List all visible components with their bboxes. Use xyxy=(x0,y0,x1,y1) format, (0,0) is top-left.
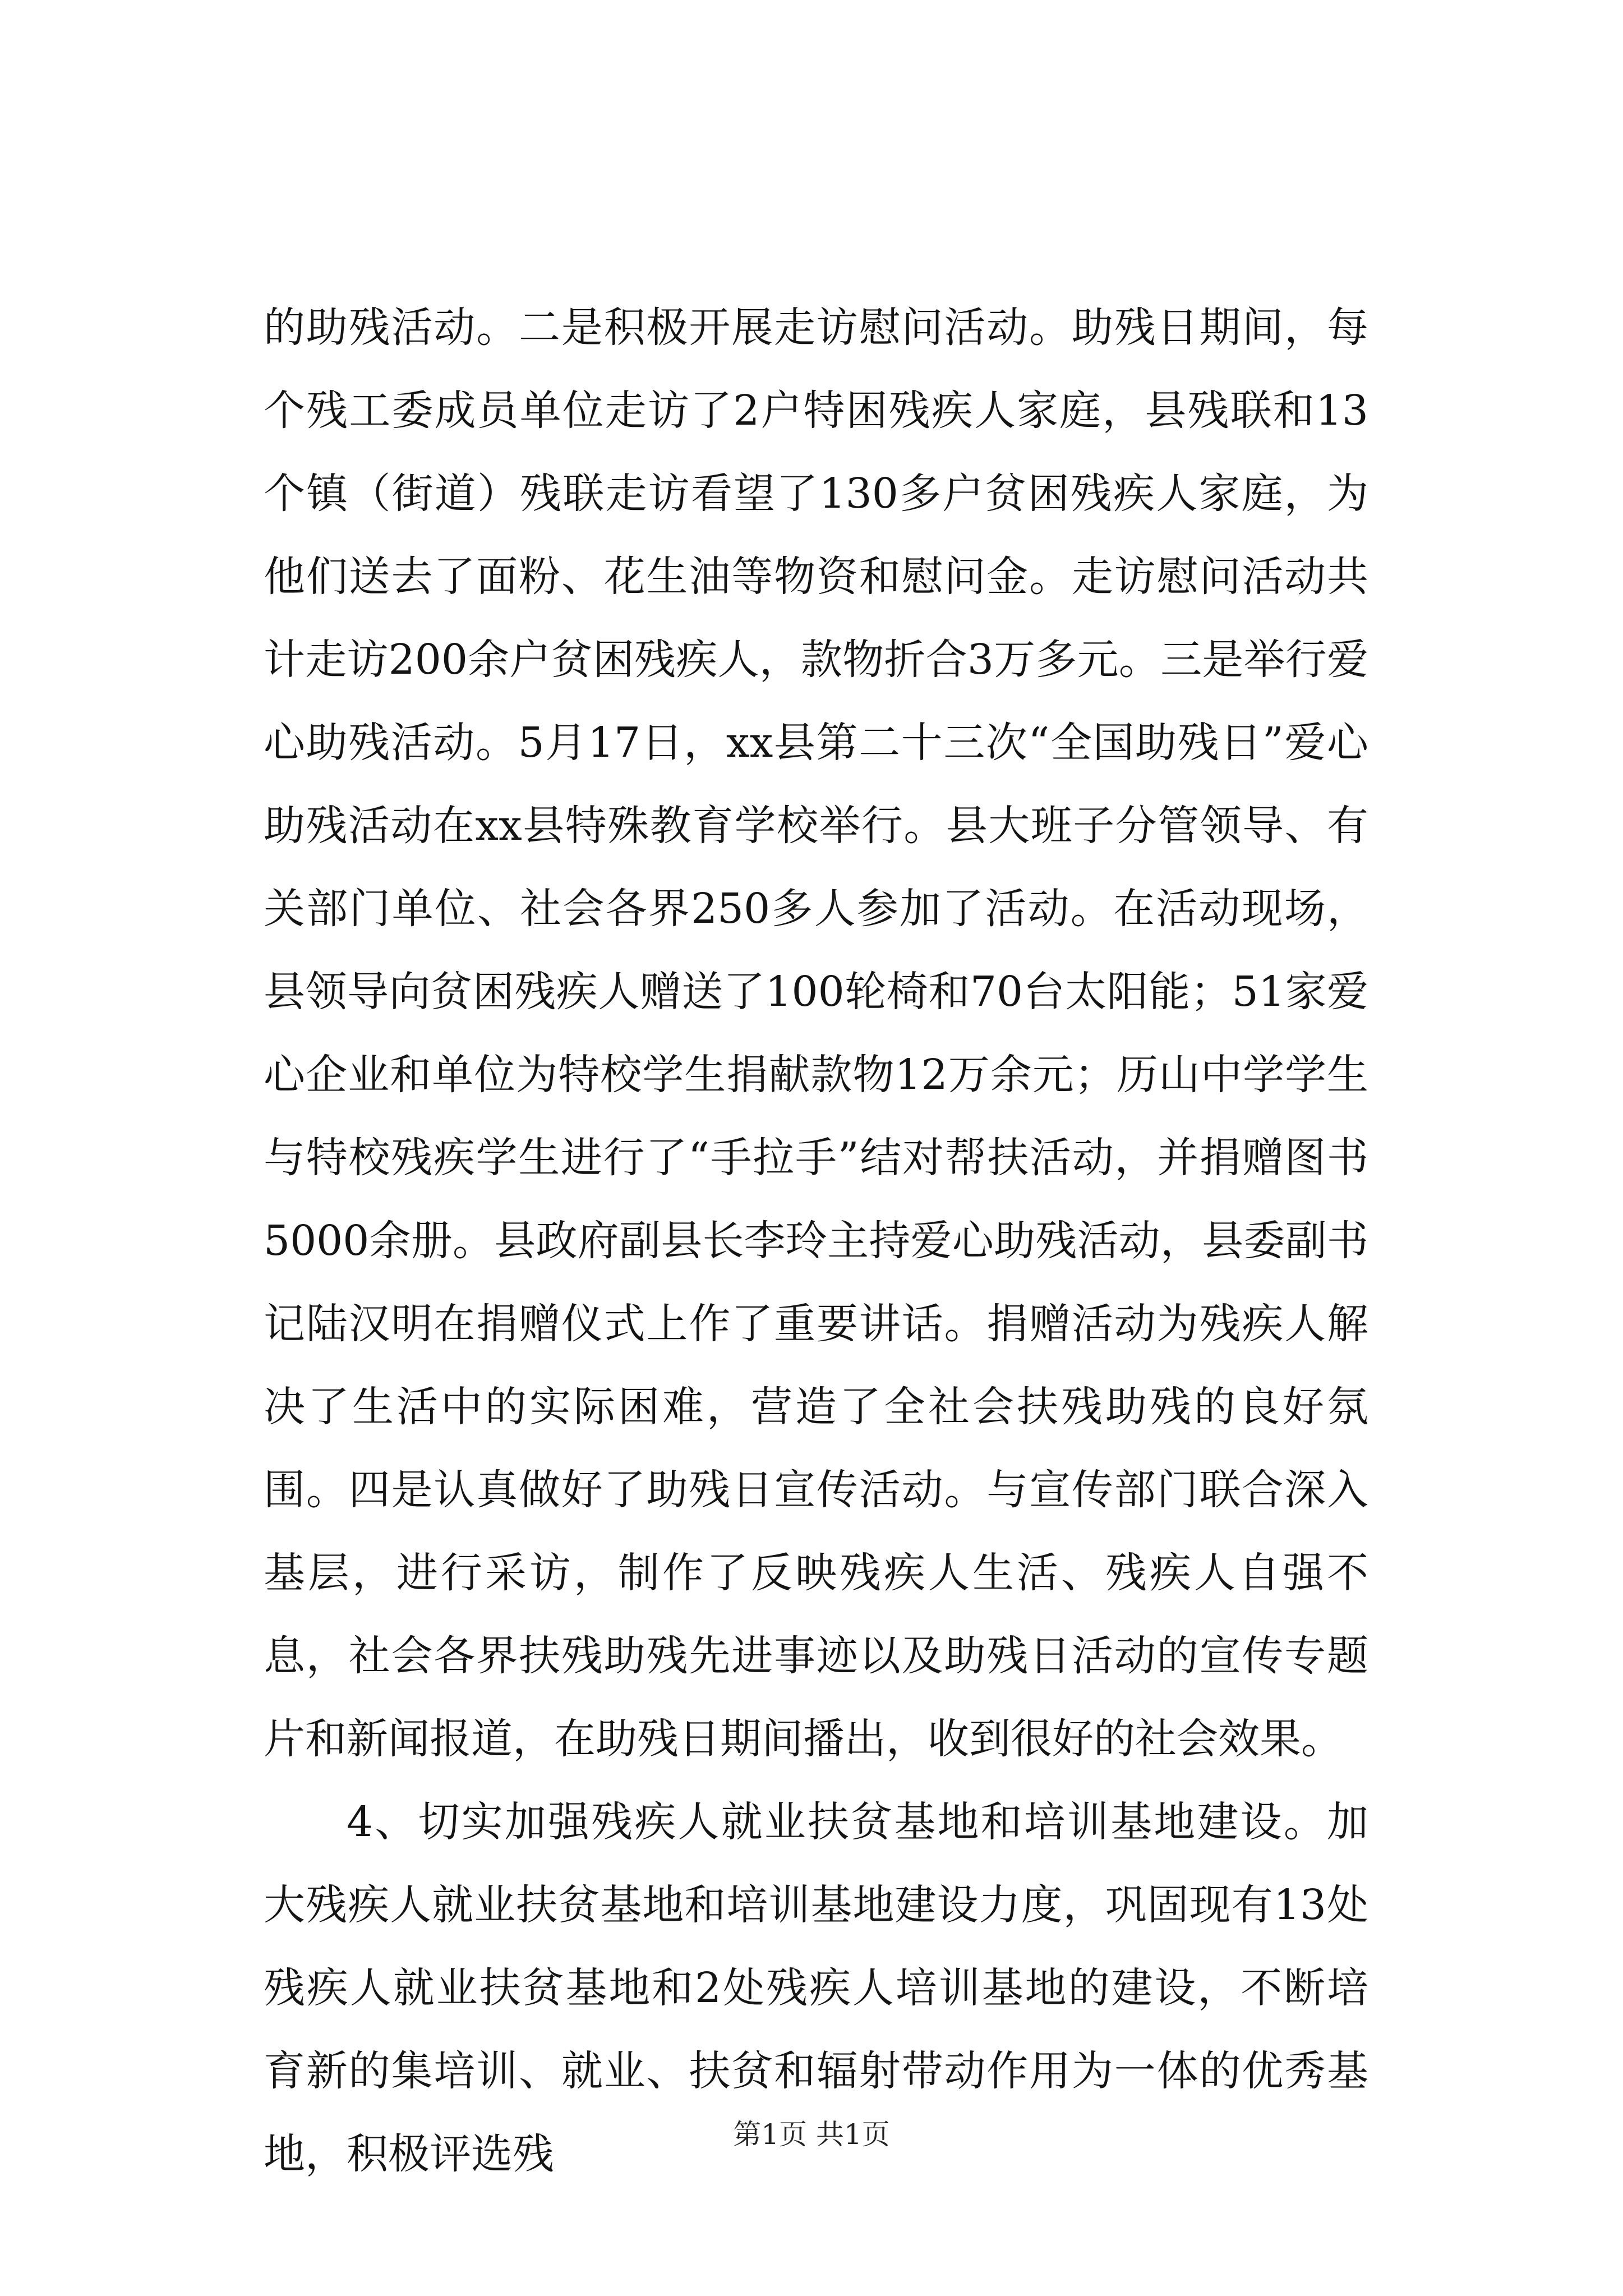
paragraph-activities: 的助残活动。二是积极开展走访慰问活动。助残日期间，每个残工委成员单位走访了2户特困残疾人家庭，县残联和13个镇（街道）残联走访看望了130多户贫困残疾人家庭，为他们送去了面粉、花生油等物资和慰问金。走访慰问活动共计走访200余户贫困残疾人，款物折合3万多元。三是举行爱心助残活动。5月17日，xx县第二十三次“全国助残日”爱心助残活动在xx县特殊教育学校举行。县大班子分管领导、有关部门单位、社会各界250多人参加了活动。在活动现场，县领导向贫困残疾人赠送了100轮椅和70台太阳能；51家爱心企业和单位为特校学生捐献款物12万余元；历山中学学生与特校残疾学生进行了“手拉手”结对帮扶活动，并捐赠图书5000余册。县政府副县长李玲主持爱心助残活动，县委副书记陆汉明在捐赠仪式上作了重要讲话。捐赠活动为残疾人解决了生活中的实际困难，营造了全社会扶残助残的良好氛围。四是认真做好了助残日宣传活动。与宣传部门联合深入基层，进行采访，制作了反映残疾人生活、残疾人自强不息，社会各界扶残助残先进事迹以及助残日活动的宣传专题片和新闻报道，在助残日期间播出，收到很好的社会效果。 xyxy=(264,303,1368,1763)
page-footer: 第1页 共1页 xyxy=(733,2118,890,2151)
paragraph-employment-bases: 4、切实加强残疾人就业扶贫基地和培训基地建设。加大残疾人就业扶贫基地和培训基地建设力度，巩固现有13处残疾人就业扶贫基地和2处残疾人培训基地的建设，不断培育新的集培训、就业、扶贫和辐射带动作用为一体的优秀基地，积极评选残 xyxy=(264,1798,1368,2178)
document-body xyxy=(264,286,1368,2196)
